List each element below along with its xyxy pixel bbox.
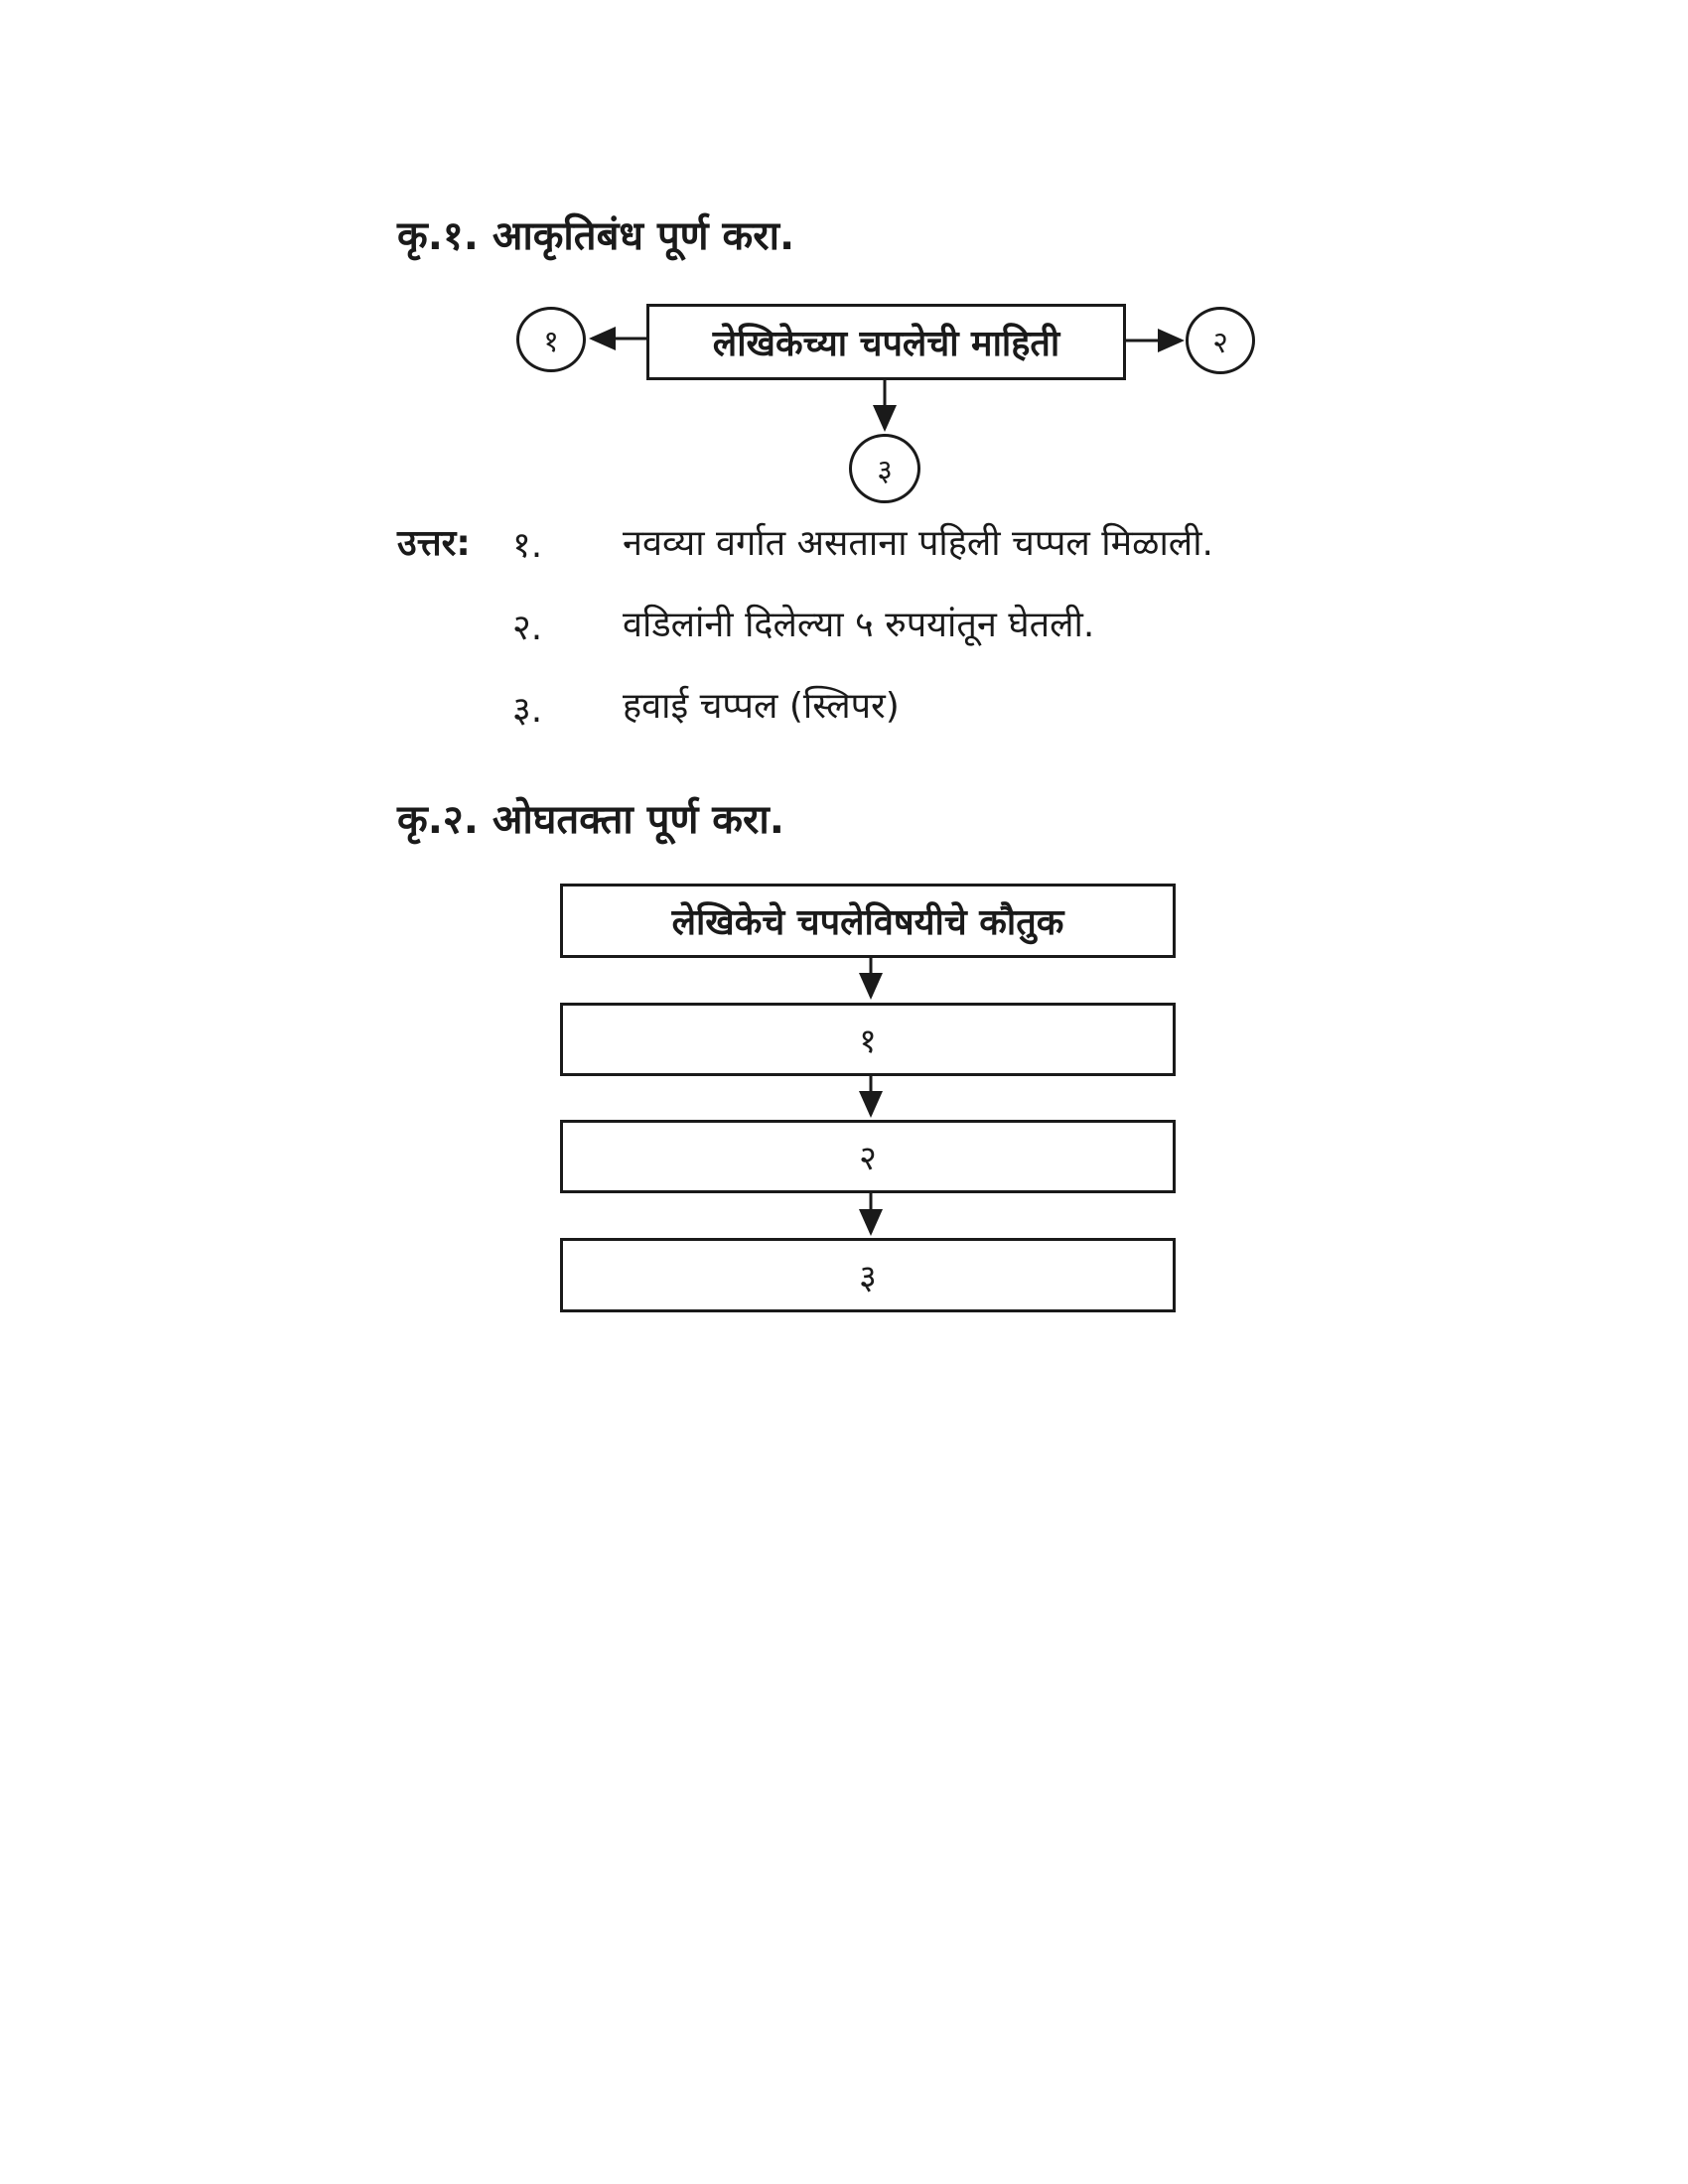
flowchart-title-box: लेखिकेचे चपलेविषयीचे कौतुक (560, 884, 1176, 958)
concept-circle-1: १ (516, 307, 586, 372)
answer-number-2: २. (512, 608, 543, 648)
answer-text-1: नवव्या वर्गात असताना पहिली चप्पल मिळाली. (623, 523, 1213, 564)
flowchart-box-2: २ (560, 1120, 1176, 1193)
answer-text-3: हवाई चप्पल (स्लिपर) (623, 686, 900, 727)
flowchart-box-1: १ (560, 1003, 1176, 1076)
concept-circle-2: २ (1186, 307, 1255, 374)
answer-text-2: वडिलांनी दिलेल्या ५ रुपयांतून घेतली. (623, 605, 1095, 645)
concept-circle-3: ३ (849, 434, 920, 503)
answer-label: उत्तर: (397, 523, 471, 564)
question-1-heading: कृ.१. आकृतिबंध पूर्ण करा. (397, 213, 795, 259)
concept-center-box: लेखिकेच्या चपलेची माहिती (646, 304, 1126, 380)
answer-number-3: ३. (512, 690, 543, 731)
flowchart-box-3: ३ (560, 1238, 1176, 1312)
answer-number-1: १. (512, 525, 543, 566)
question-2-heading: कृ.२. ओघतक्ता पूर्ण करा. (397, 797, 784, 843)
